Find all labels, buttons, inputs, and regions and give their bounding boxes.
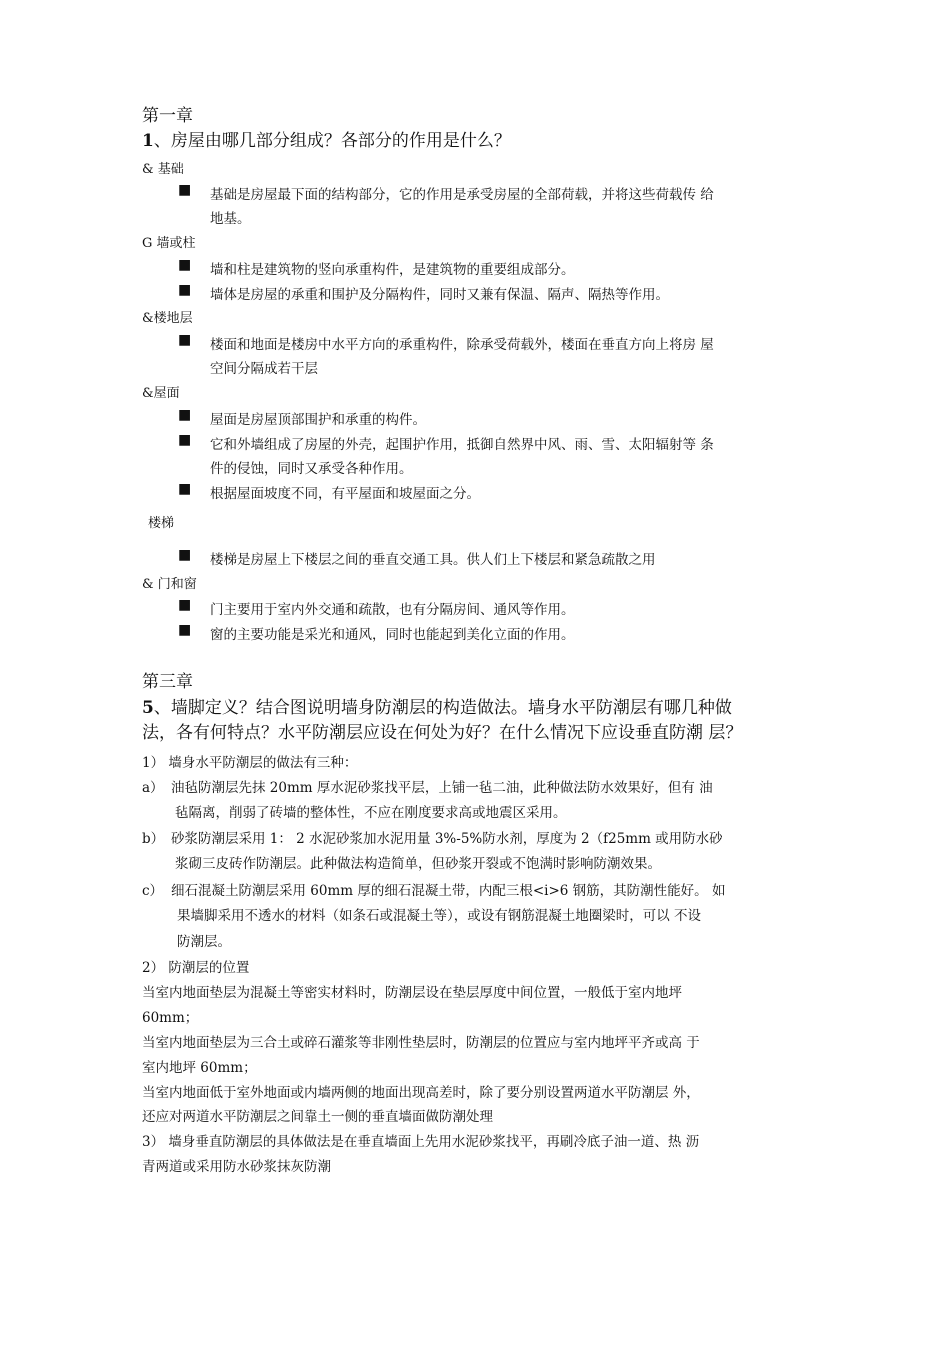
vertical-layer-line: 青两道或采用防水砂浆抹灰防潮	[142, 1159, 331, 1175]
list-marker: a）	[142, 780, 164, 796]
stairs-item-line: 楼梯是房屋上下楼层之间的垂直交通工具。供人们上下楼层和紧急疏散之用	[210, 552, 656, 568]
floor-item-line: 空间分隔成若干层	[210, 361, 318, 377]
square-bullet-icon: ■	[178, 182, 192, 198]
vertical-layer-line: 3） 墙身垂直防潮层的具体做法是在垂直墙面上先用水泥砂浆找平，再刷冷底子油一道、热 沥	[142, 1134, 700, 1150]
method-a-line: 油毡防潮层先抹 20mm 厚水泥砂浆找平层，上铺一毡二油，此种做法防水效果好，但有 油	[171, 780, 713, 796]
question-number: 1	[142, 131, 154, 151]
section-label-roof: &屋面	[142, 386, 180, 401]
position-para-line: 室内地坪 60mm；	[142, 1060, 257, 1076]
moisture-methods-heading: 1） 墙身水平防潮层的做法有三种：	[142, 755, 358, 771]
chapter1-question	[142, 126, 511, 151]
position-para-line: 当室内地面垫层为混凝土等密实材料时，防潮层设在垫层厚度中间位置，一般低于室内地坪	[142, 985, 682, 1001]
question-number: 5	[142, 698, 154, 718]
square-bullet-icon: ■	[178, 407, 192, 423]
section-label-foundation: & 基础	[142, 162, 184, 177]
square-bullet-icon: ■	[178, 597, 192, 613]
chapter3-title: 第三章	[142, 672, 193, 692]
chapter3-question-line: 法，各有何特点？水平防潮层应设在何处为好？在什么情况下应设垂直防潮 层？	[142, 723, 743, 743]
doors-item-line: 窗的主要功能是采光和通风，同时也能起到美化立面的作用。	[210, 627, 575, 643]
square-bullet-icon: ■	[178, 481, 192, 497]
wall-item-line: 墙体是房屋的承重和围护及分隔构件，同时又兼有保温、隔声、隔热等作用。	[210, 287, 669, 303]
roof-item-line: 它和外墙组成了房屋的外壳，起围护作用，抵御自然界中风、雨、雪、太阳辐射等 条	[210, 437, 714, 453]
roof-item-line: 根据屋面坡度不同，有平屋面和坡屋面之分。	[210, 486, 480, 502]
section-label-stairs: 楼梯	[148, 516, 175, 531]
method-c-line: 果墙脚采用不透水的材料（如条石或混凝土等），或设有钢筋混凝土地圈梁时，可以 不设	[177, 908, 702, 924]
roof-item-line: 屋面是房屋顶部围护和承重的构件。	[210, 412, 426, 428]
method-b-line: 砂浆防潮层采用 1： 2 水泥砂浆加水泥用量 3%-5%防水剂，厚度为 2（f25mm 或用防水砂	[171, 831, 723, 847]
foundation-item-line: 地基。	[210, 211, 251, 227]
question-text: 、墙脚定义？结合图说明墙身防潮层的构造做法。墙身水平防潮层有哪几种做	[153, 698, 732, 718]
question-text: 、房屋由哪几部分组成？各部分的作用是什么？	[153, 131, 511, 151]
position-heading: 2） 防潮层的位置	[142, 960, 250, 976]
method-c-line: 防潮层。	[177, 934, 231, 950]
position-para-line: 当室内地面低于室外地面或内墙两侧的地面出现高差时，除了要分别设置两道水平防潮层 外，	[142, 1085, 700, 1101]
position-para-line: 当室内地面垫层为三合土或碎石灌浆等非刚性垫层时，防潮层的位置应与室内地坪平齐或高 于	[142, 1035, 700, 1051]
square-bullet-icon: ■	[178, 257, 192, 273]
method-b-line: 浆砌三皮砖作防潮层。此种做法构造简单，但砂浆开裂或不饱满时影响防潮效果。	[175, 856, 661, 872]
list-marker: b）	[142, 831, 165, 847]
chapter1-title: 第一章	[142, 106, 193, 126]
section-label-floor: &楼地层	[142, 311, 193, 326]
position-para-line: 还应对两道水平防潮层之间靠土一侧的垂直墙面做防潮处理	[142, 1109, 493, 1125]
list-marker: c）	[142, 883, 164, 899]
roof-item-line: 件的侵蚀，同时又承受各种作用。	[210, 461, 413, 477]
square-bullet-icon: ■	[178, 547, 192, 563]
section-label-wall: G 墙或柱	[142, 236, 196, 251]
foundation-item-line: 基础是房屋最下面的结构部分，它的作用是承受房屋的全部荷载，并将这些荷载传 给	[210, 187, 714, 203]
doors-item-line: 门主要用于室内外交通和疏散，也有分隔房间、通风等作用。	[210, 602, 575, 618]
method-c-line: 细石混凝土防潮层采用 60mm 厚的细石混凝土带，内配三根<i>6 钢筋，其防潮性能好。 如	[171, 883, 726, 899]
wall-item-line: 墙和柱是建筑物的竖向承重构件，是建筑物的重要组成部分。	[210, 262, 575, 278]
chapter3-question-line	[142, 693, 732, 718]
square-bullet-icon: ■	[178, 332, 192, 348]
square-bullet-icon: ■	[178, 622, 192, 638]
position-para-line: 60mm；	[142, 1010, 199, 1026]
floor-item-line: 楼面和地面是楼房中水平方向的承重构件，除承受荷载外，楼面在垂直方向上将房 屋	[210, 337, 714, 353]
square-bullet-icon: ■	[178, 432, 192, 448]
method-a-line: 毡隔离，削弱了砖墙的整体性，不应在刚度要求高或地震区采用。	[175, 805, 567, 821]
section-label-doors-windows: & 门和窗	[142, 577, 197, 592]
square-bullet-icon: ■	[178, 282, 192, 298]
